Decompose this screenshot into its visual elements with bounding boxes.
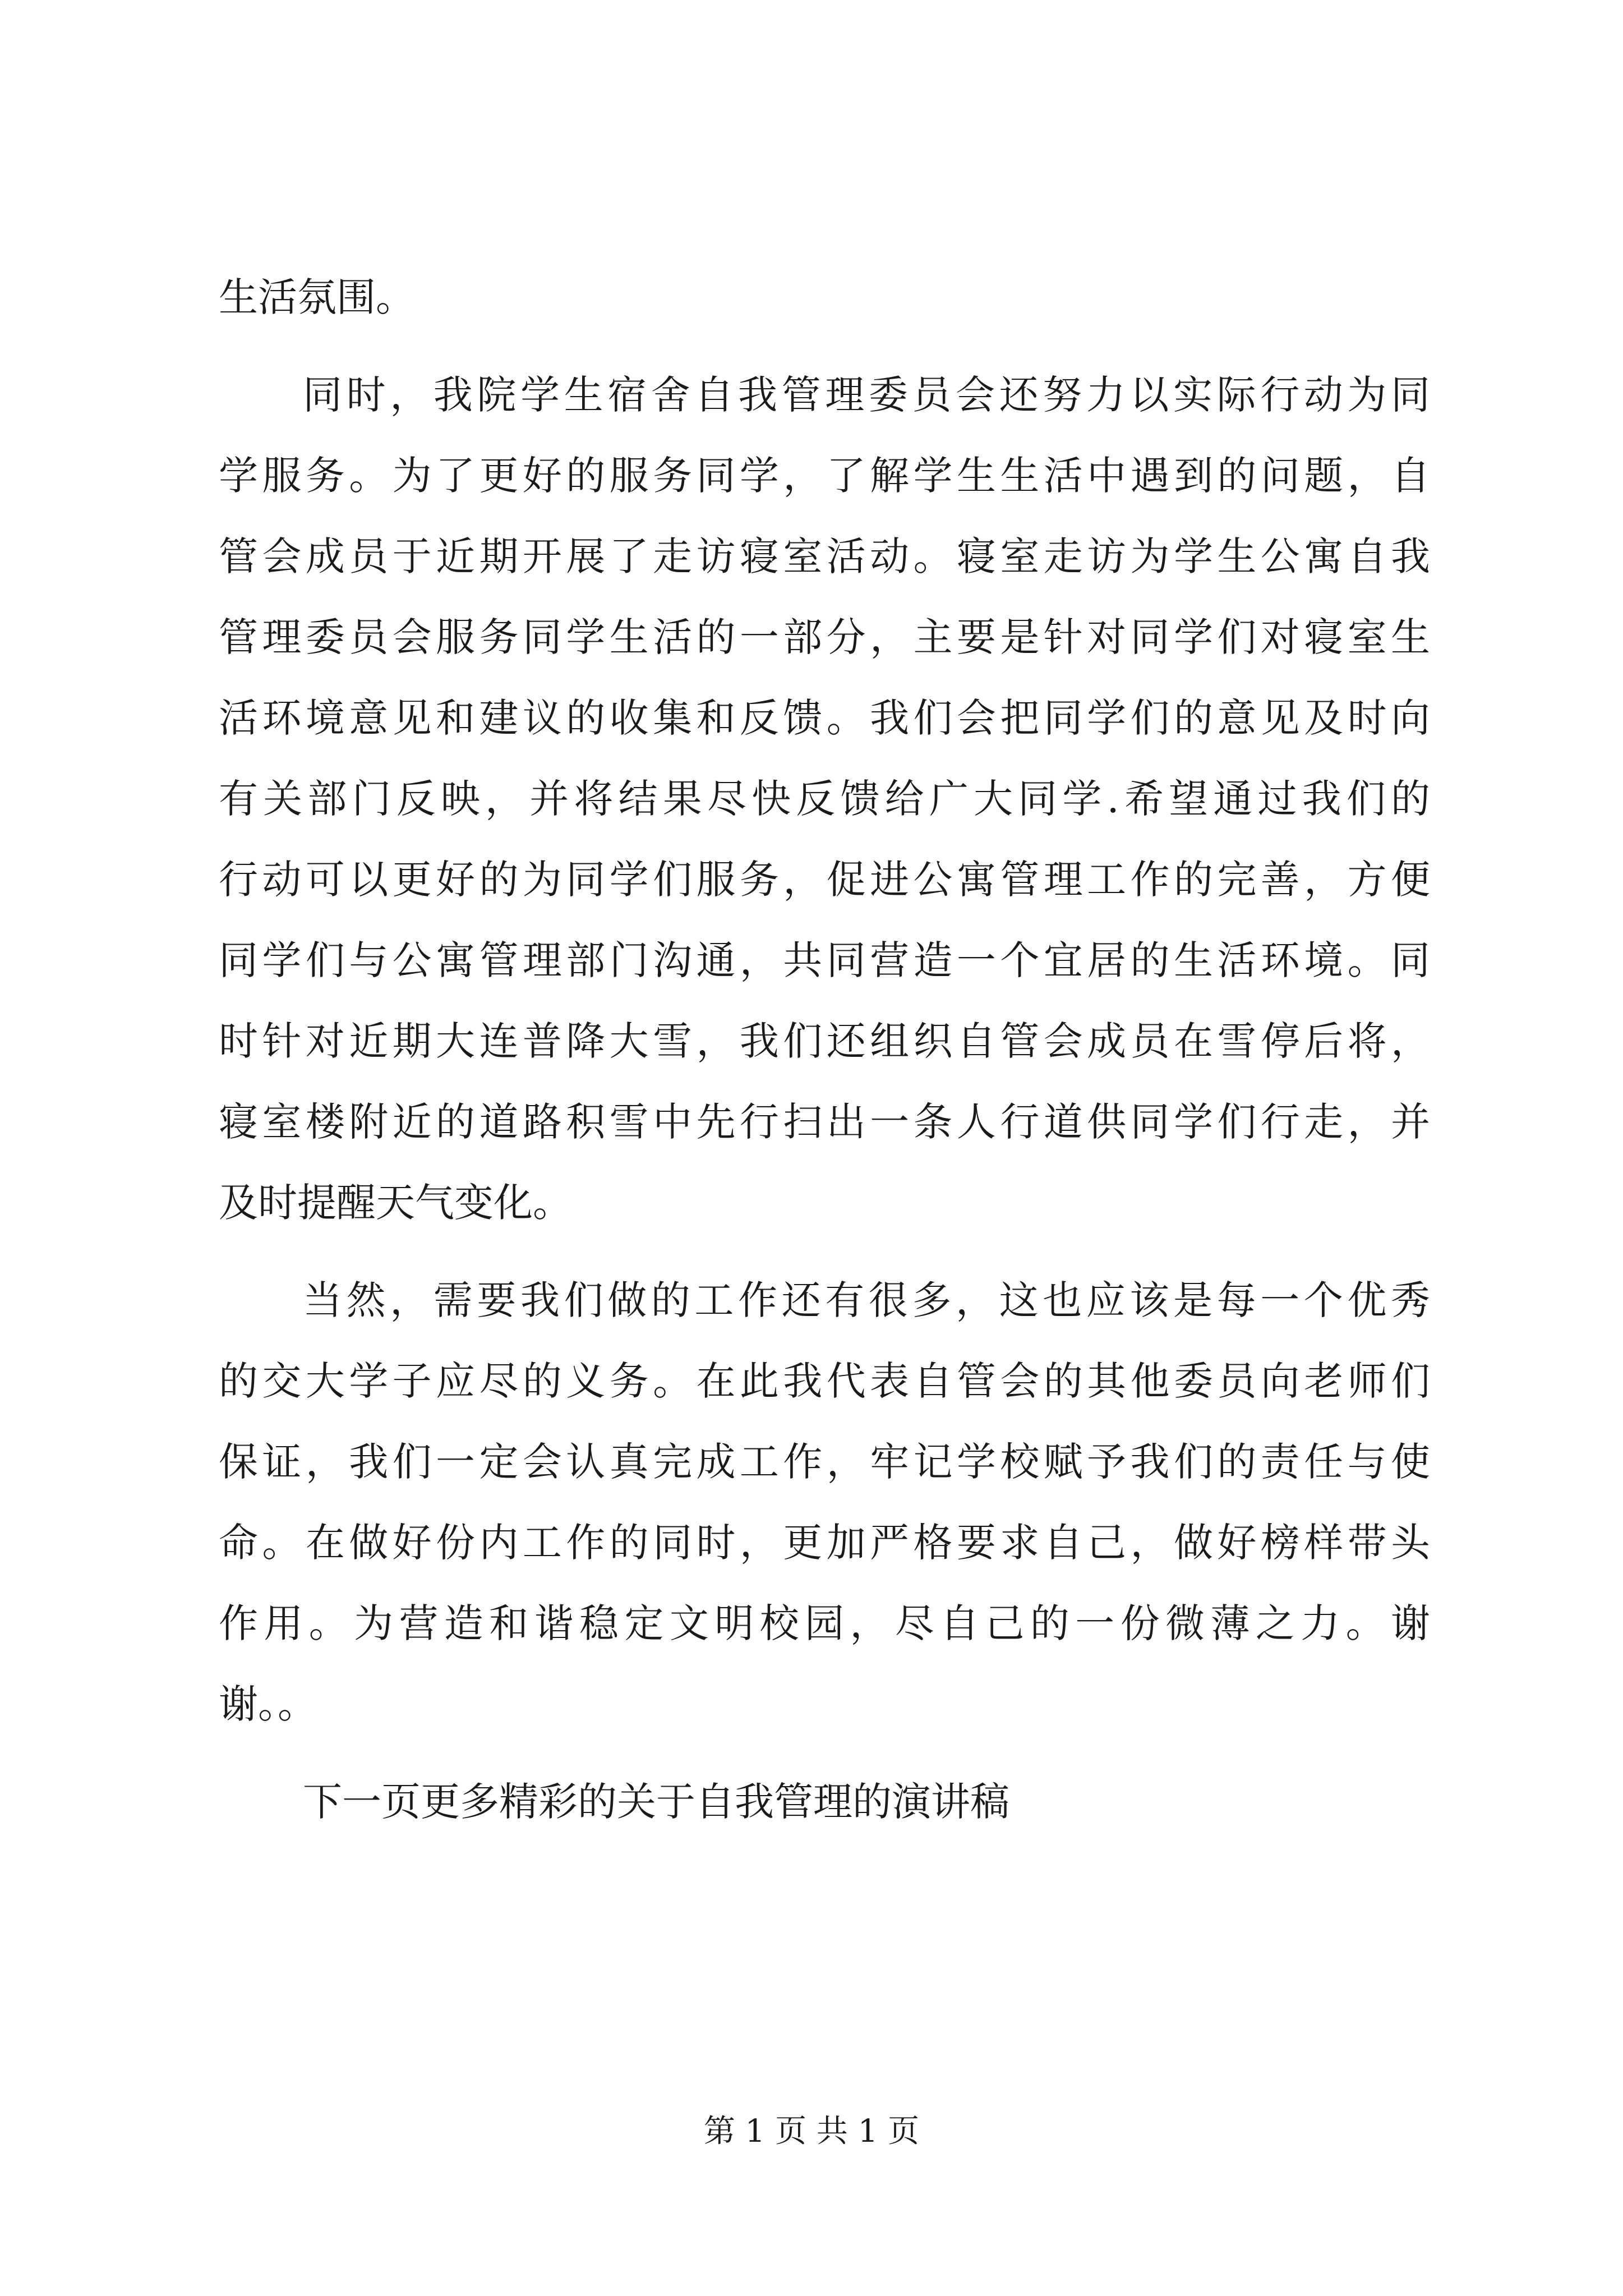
next-page-note: 下一页更多精彩的关于自我管理的演讲稿 <box>303 1779 1009 1825</box>
paragraph-line: 寝室楼附近的道路积雪中先行扫出一条人行道供同学们行走，并 <box>219 1099 1430 1145</box>
paragraph-line: 活环境意见和建议的收集和反馈。我们会把同学们的意见及时向 <box>219 695 1430 741</box>
paragraph-line: 及时提醒天气变化。 <box>219 1180 572 1226</box>
page-number-footer: 第 1 页 共 1 页 <box>703 2113 920 2150</box>
paragraph-line: 同时，我院学生宿舍自我管理委员会还努力以实际行动为同 <box>303 372 1430 418</box>
paragraph-line: 命。在做好份内工作的同时，更加严格要求自己，做好榜样带头 <box>219 1520 1430 1566</box>
paragraph-line: 管理委员会服务同学生活的一部分，主要是针对同学们对寝室生 <box>219 614 1430 660</box>
paragraph-line: 同学们与公寓管理部门沟通，共同营造一个宜居的生活环境。同 <box>219 937 1430 983</box>
paragraph-line: 时针对近期大连普降大雪，我们还组织自管会成员在雪停后将， <box>219 1018 1430 1064</box>
paragraph-line: 生活氛围。 <box>219 274 415 320</box>
paragraph-line: 作用。为营造和谐稳定文明校园，尽自己的一份微薄之力。谢 <box>219 1600 1430 1646</box>
paragraph-line: 行动可以更好的为同学们服务，促进公寓管理工作的完善，方便 <box>219 857 1430 903</box>
paragraph-line: 有关部门反映，并将结果尽快反馈给广大同学.希望通过我们的 <box>219 776 1430 822</box>
document-body <box>219 257 1430 1842</box>
paragraph-line: 学服务。为了更好的服务同学，了解学生生活中遇到的问题，自 <box>219 453 1430 499</box>
paragraph-line: 管会成员于近期开展了走访寝室活动。寝室走访为学生公寓自我 <box>219 533 1430 579</box>
paragraph-line: 保证，我们一定会认真完成工作，牢记学校赋予我们的责任与使 <box>219 1439 1430 1485</box>
paragraph-line: 谢。。 <box>219 1681 317 1727</box>
paragraph-line: 当然，需要我们做的工作还有很多，这也应该是每一个优秀 <box>303 1277 1430 1323</box>
paragraph-line: 的交大学子应尽的义务。在此我代表自管会的其他委员向老师们 <box>219 1358 1430 1404</box>
